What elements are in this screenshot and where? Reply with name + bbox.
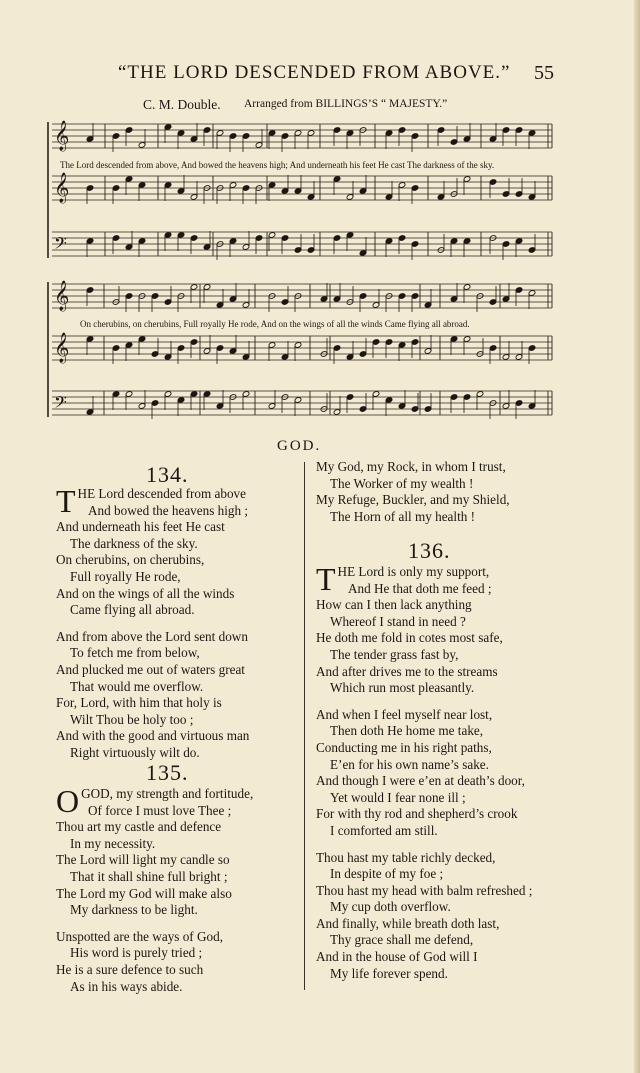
column-divider [304,462,305,990]
hymn-number: 134. [146,462,189,487]
stanza [316,597,616,697]
verse-line: E’en for his own name’s sake. [330,756,489,772]
drop-cap: T [316,561,336,597]
verse-line: Wilt Thou be holy too ; [70,711,194,727]
stanza [56,819,296,919]
stanza [56,629,296,762]
verse-line: For with thy rod and shepherd’s crook [316,806,518,822]
hymn-second-line: Of force I must love Thee ; [88,802,232,818]
verse-line: My life forever spend. [330,965,448,981]
verse-line: That would me overflow. [70,678,204,694]
drop-cap: T [56,483,76,519]
hymn-second-line: And He that doth me feed ; [348,580,492,596]
stanza [56,519,296,619]
verse-line: His word is purely tried ; [70,945,203,961]
verse-line: The Worker of my wealth ! [330,475,474,491]
verse-line: In despite of my foe ; [330,866,444,882]
verse-line: Thou art my castle and defence [56,819,222,835]
hymn-first-line: THE Lord descended from above [56,483,246,519]
verse-line: The Lord my God will make also [56,885,232,901]
drop-cap: O [56,783,80,819]
treble-clef-icon: 𝄞 [54,173,70,203]
bass-clef-icon: 𝄢 [54,233,67,257]
stanza [316,459,616,525]
verse-line: And after drives me to the streams [316,663,498,679]
verse-line: And underneath his feet He cast [56,519,225,535]
verse-line: Thy grace shall me defend, [330,932,474,948]
tune-meter: C. M. Double. [143,97,221,112]
verse-line: Full royally He rode, [70,568,181,584]
verse-line: Whereof I stand in need ? [330,613,466,629]
music-score [0,0,640,430]
hymn-135-text [56,783,296,995]
verse-line: Which run most pleasantly. [330,680,475,696]
verse-line: The Lord will light my candle so [56,852,230,868]
verse-line: My Refuge, Buckler, and my Shield, [316,492,510,508]
tune-lyric-line-2: On cherubins, on cherubins, Full royally He rode, And on the wings of all the winds Came flying all abroad. [80,319,470,329]
verse-line: He is a sure defence to such [56,961,204,977]
tune-lyric-line-1: The Lord descended from above, And bowed the heavens high; And underneath his feet He cast The darkness of the sky. [60,160,495,170]
verse-line: And though I were e’en at death’s door, [316,773,525,789]
hymn-134-text [56,483,296,762]
verse-line: My God, my Rock, in whom I trust, [316,459,506,474]
page-number: 55 [534,62,554,84]
verse-line: As in his ways abide. [70,978,183,994]
verse-line: To fetch me from below, [70,645,200,661]
treble-clef-icon: 𝄞 [54,121,70,151]
verse-line: The darkness of the sky. [70,535,198,551]
verse-line: And with the good and virtuous man [56,728,250,744]
verse-line: On cherubins, on cherubins, [56,552,205,568]
stanza [316,850,616,983]
verse-line: Thou hast my head with balm refreshed ; [316,882,533,898]
tune-credit: Arranged from BILLINGS’S “ MAJESTY.” [244,98,448,110]
verse-line: And when I feel myself near lost, [316,706,493,722]
verse-line: In my necessity. [70,835,156,851]
verse-line: My darkness to be light. [70,902,198,918]
verse-line: And plucked me out of waters great [56,661,245,677]
section-title: GOD. [277,438,322,454]
verse-line: Came flying all abroad. [70,602,195,618]
verse-line: The tender grass fast by, [330,646,459,662]
bass-clef-icon: 𝄢 [54,392,67,416]
hymn-number: 135. [146,760,189,785]
verse-line: That it shall shine full bright ; [70,868,228,884]
hymn-number: 136. [408,538,451,563]
treble-clef-icon: 𝄞 [54,333,70,363]
verse-line: Right virtuously wilt do. [70,744,200,760]
verse-line: Yet would I fear none ill ; [330,789,466,805]
treble-clef-icon: 𝄞 [54,281,70,311]
hymn-135-continued [316,459,616,525]
hymn-136-text [316,561,616,982]
verse-line: And in the house of God will I [316,949,478,965]
verse-line: Thou hast my table richly decked, [316,849,496,865]
stanza [56,929,296,995]
hymn-first-line: THE Lord is only my support, [316,561,490,597]
verse-line: Then doth He home me take, [330,723,484,739]
running-title: “THE LORD DESCENDED FROM ABOVE.” [118,62,511,83]
verse-line: Conducting me in his right paths, [316,739,492,755]
verse-line: How can I then lack anything [316,597,472,613]
stanza [316,707,616,840]
verse-line: And from above the Lord sent down [56,628,248,644]
hymn-first-line: OGOD, my strength and fortitude, [56,783,254,819]
verse-line: And on the wings of all the winds [56,585,235,601]
verse-line: And finally, while breath doth last, [316,915,500,931]
verse-line: He doth me fold in cotes most safe, [316,630,503,646]
hymn-second-line: And bowed the heavens high ; [88,502,249,518]
verse-line: The Horn of all my health ! [330,508,476,524]
verse-line: My cup doth overflow. [330,899,451,915]
verse-line: I comforted am still. [330,822,438,838]
verse-line: For, Lord, with him that holy is [56,695,222,711]
verse-line: Unspotted are the ways of God, [56,928,224,944]
